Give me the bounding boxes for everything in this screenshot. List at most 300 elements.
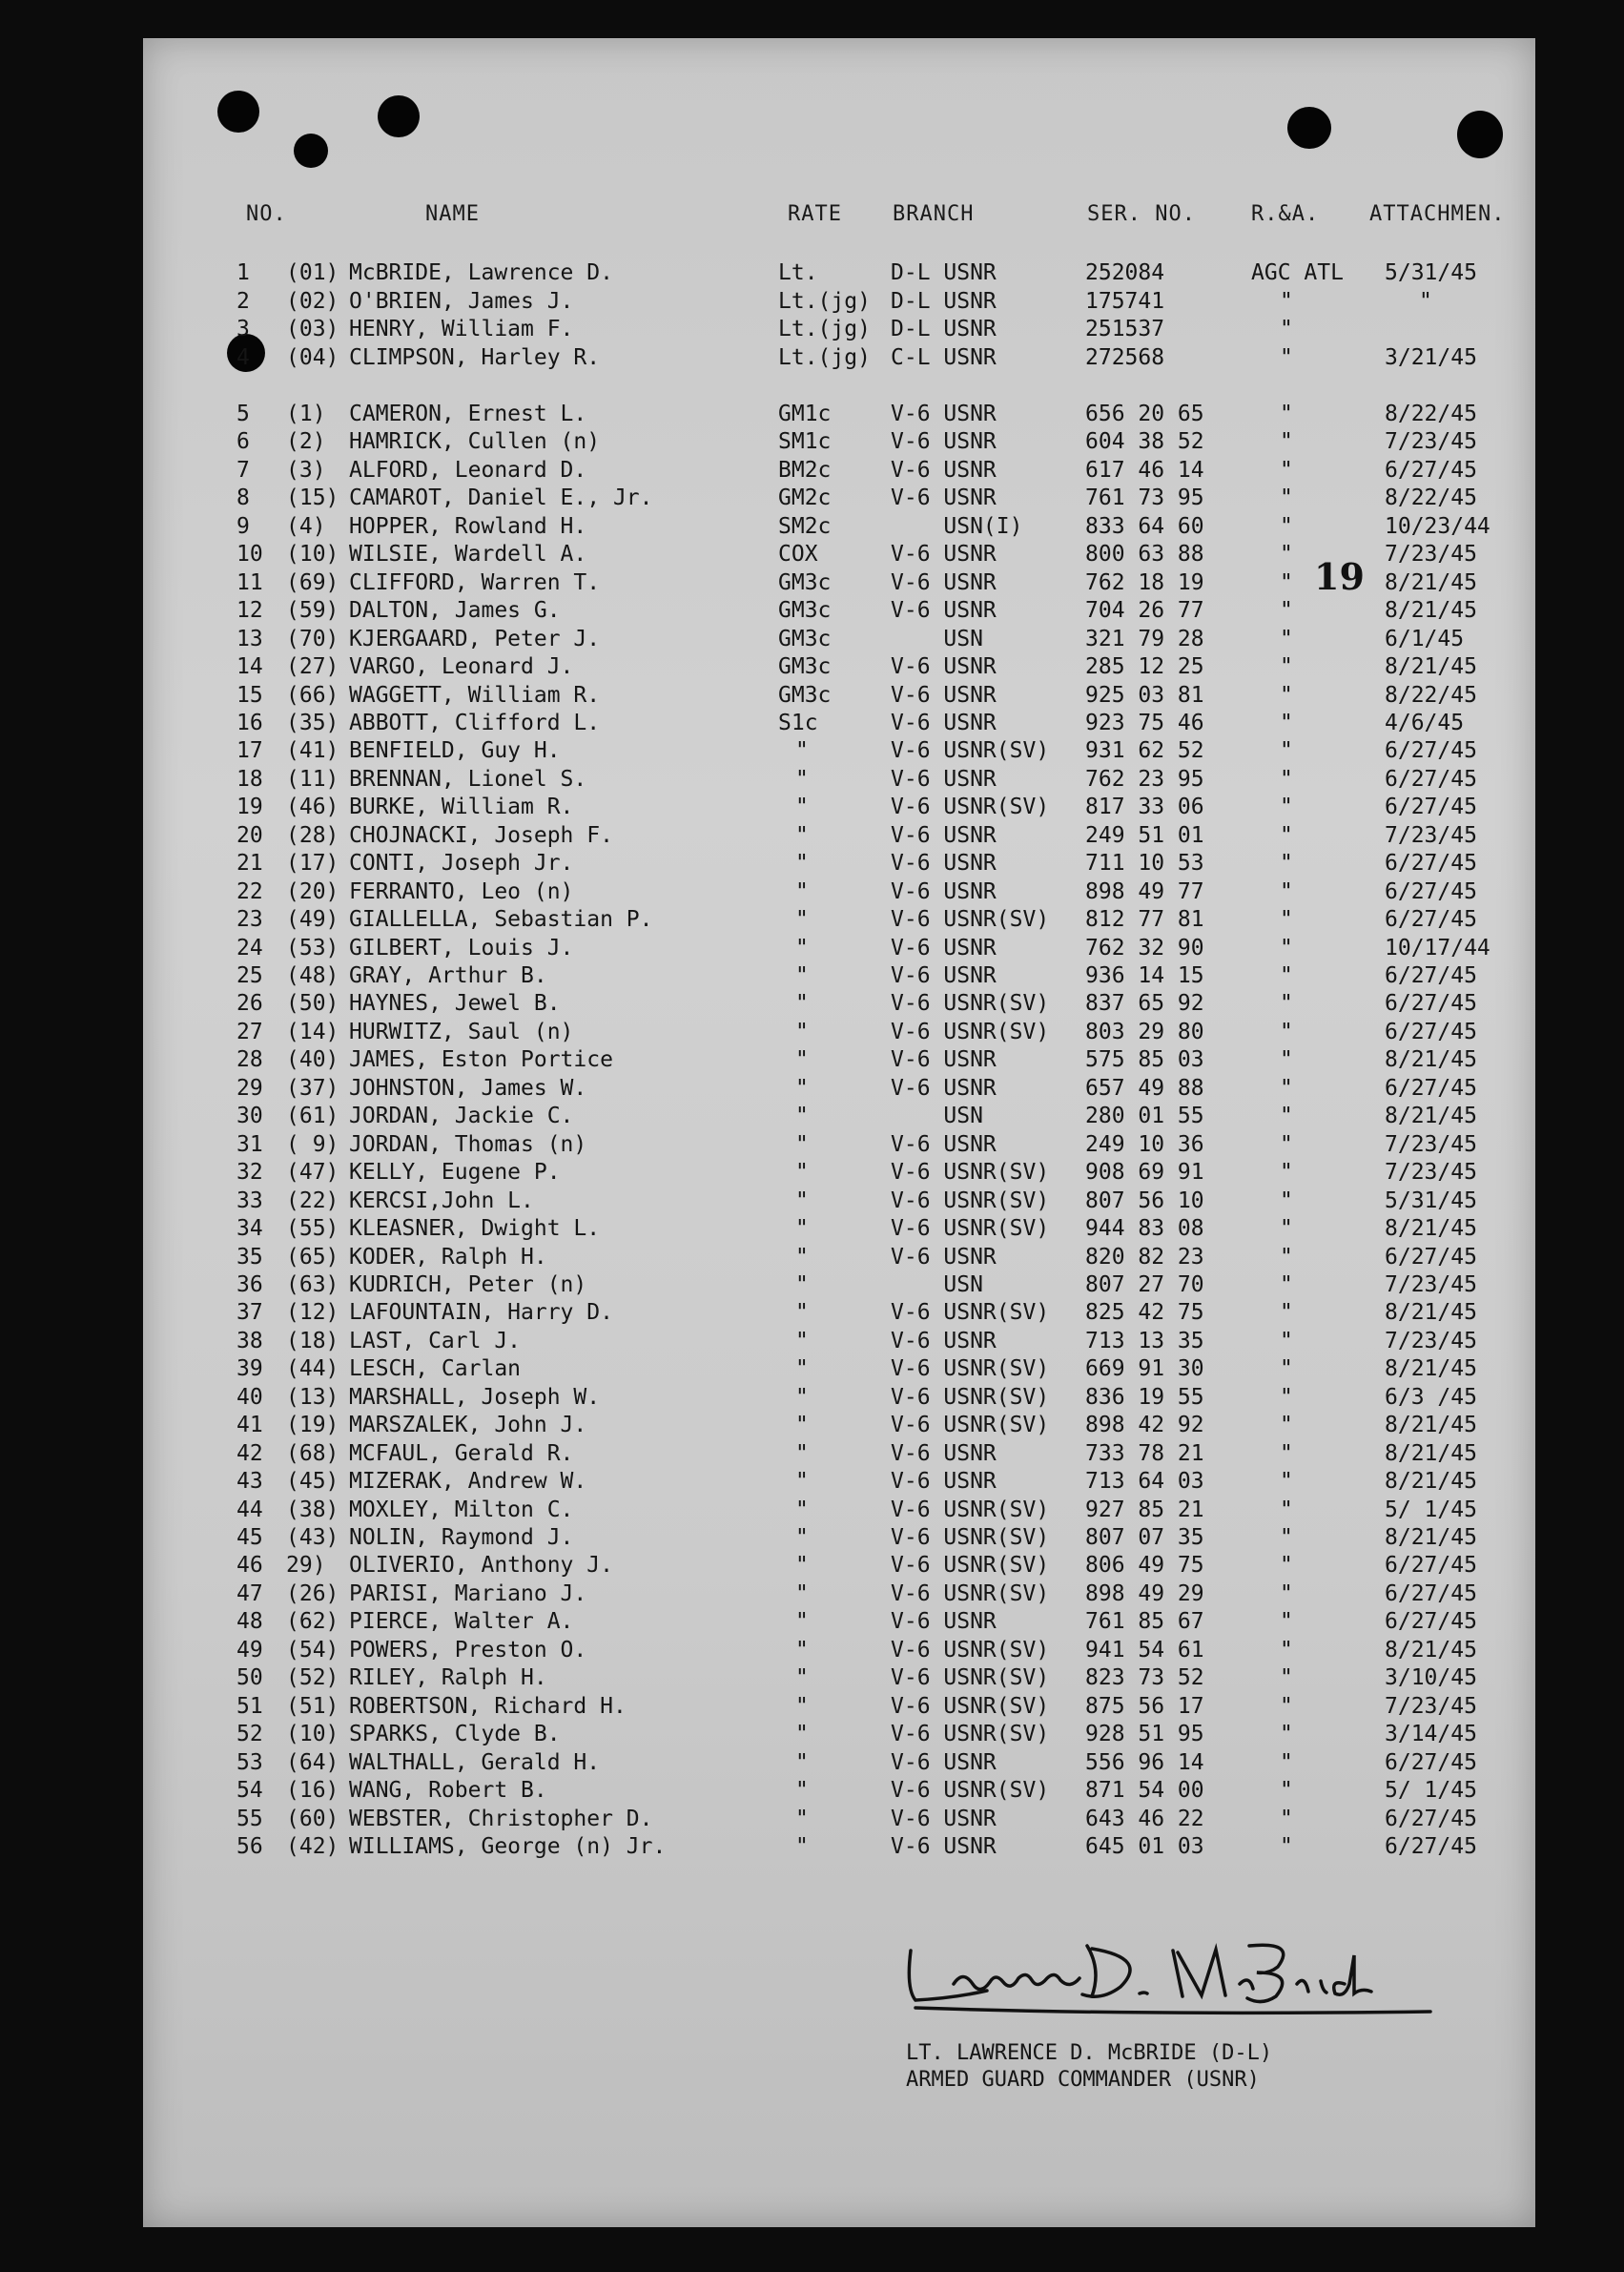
row-attachment-date: 7/23/45 [1385, 1328, 1477, 1353]
row-name: MCFAUL, Gerald R. [349, 1440, 574, 1466]
row-attachment-date: 10/17/44 [1385, 935, 1490, 960]
row-number: 17 [236, 738, 263, 764]
row-name: FERRANTO, Leo (n) [349, 878, 574, 904]
row-id: (48) [286, 963, 339, 988]
row-ra: " [1280, 1693, 1293, 1719]
row-ser-no: 645 01 03 [1085, 1833, 1204, 1859]
table-row [0, 428, 1624, 456]
table-row [0, 1637, 1624, 1664]
row-rate: " [795, 1469, 809, 1495]
row-name: POWERS, Preston O. [349, 1637, 587, 1663]
row-number: 41 [236, 1413, 263, 1438]
table-row [0, 1580, 1624, 1608]
header-name: NAME [425, 202, 480, 226]
table-row [0, 626, 1624, 653]
row-attachment-date: 6/1/45 [1385, 626, 1465, 651]
row-number: 53 [236, 1749, 263, 1775]
row-rate: " [795, 1271, 809, 1297]
row-id: (18) [286, 1328, 339, 1353]
table-row [0, 344, 1624, 372]
row-ser-no: 575 85 03 [1085, 1047, 1204, 1073]
row-number: 30 [236, 1104, 263, 1129]
row-attachment-date: 3/21/45 [1385, 344, 1477, 370]
row-branch: V-6 USNR [891, 963, 997, 988]
row-number: 2 [236, 288, 250, 314]
row-number: 24 [236, 935, 263, 960]
row-id: (04) [286, 344, 339, 370]
header-rate: RATE [788, 202, 842, 226]
row-number: 8 [236, 485, 250, 511]
row-ser-no: 733 78 21 [1085, 1440, 1204, 1466]
row-number: 42 [236, 1440, 263, 1466]
row-attachment-date: 7/23/45 [1385, 1131, 1477, 1157]
header-ser-no: SER. NO. [1087, 202, 1196, 226]
row-rate: " [795, 1525, 809, 1550]
row-rate: " [795, 1722, 809, 1747]
row-rate: " [795, 1665, 809, 1691]
row-number: 16 [236, 710, 263, 735]
row-attachment-date: 6/27/45 [1385, 795, 1477, 820]
row-id: (61) [286, 1104, 339, 1129]
row-number: 33 [236, 1188, 263, 1213]
row-name: McBRIDE, Lawrence D. [349, 260, 613, 285]
row-ra: " [1280, 1722, 1293, 1747]
row-id: (63) [286, 1271, 339, 1297]
row-rate: " [795, 1328, 809, 1353]
row-branch: V-6 USNR [891, 935, 997, 960]
row-ser-no: 871 54 00 [1085, 1778, 1204, 1804]
table-row [0, 1524, 1624, 1552]
row-branch: USN [891, 1271, 983, 1297]
table-row [0, 316, 1624, 343]
row-ra: " [1280, 1525, 1293, 1550]
header-branch: BRANCH [893, 202, 975, 226]
row-ra: " [1280, 963, 1293, 988]
row-attachment-date: 6/27/45 [1385, 1749, 1477, 1775]
row-number: 14 [236, 654, 263, 680]
row-branch: USN [891, 1104, 983, 1129]
row-rate: " [795, 1497, 809, 1522]
row-ser-no: 711 10 53 [1085, 851, 1204, 877]
row-ra: " [1280, 1637, 1293, 1663]
row-number: 22 [236, 878, 263, 904]
row-ser-no: 656 20 65 [1085, 402, 1204, 426]
row-ser-no: 272568 [1085, 344, 1165, 370]
row-branch: V-6 USNR [891, 1833, 997, 1859]
row-id: (1) [286, 402, 326, 426]
row-number: 39 [236, 1356, 263, 1382]
row-ser-no: 825 42 75 [1085, 1300, 1204, 1326]
row-ra: " [1280, 851, 1293, 877]
row-number: 18 [236, 766, 263, 792]
row-ra: " [1280, 1413, 1293, 1438]
row-number: 7 [236, 457, 250, 483]
row-name: OLIVERIO, Anthony J. [349, 1553, 613, 1579]
row-name: KODER, Ralph H. [349, 1244, 547, 1270]
row-id: (27) [286, 654, 339, 680]
row-ser-no: 833 64 60 [1085, 513, 1204, 539]
row-rate: " [795, 766, 809, 792]
row-name: HOPPER, Rowland H. [349, 513, 587, 539]
row-ra: " [1280, 1384, 1293, 1410]
row-ser-no: 927 85 21 [1085, 1497, 1204, 1522]
row-id: (46) [286, 795, 339, 820]
row-name: KLEASNER, Dwight L. [349, 1216, 601, 1242]
row-attachment-date: " [1419, 288, 1432, 314]
row-branch: V-6 USNR(SV) [891, 1553, 1050, 1579]
row-id: (28) [286, 822, 339, 848]
row-number: 36 [236, 1271, 263, 1297]
row-attachment-date: 10/23/44 [1385, 513, 1490, 539]
row-branch: V-6 USNR [891, 1440, 997, 1466]
row-name: MOXLEY, Milton C. [349, 1497, 574, 1522]
row-ser-no: 657 49 88 [1085, 1075, 1204, 1101]
row-branch: V-6 USNR(SV) [891, 1665, 1050, 1691]
row-rate: " [795, 1160, 809, 1186]
row-branch: V-6 USNR(SV) [891, 1188, 1050, 1213]
row-branch: V-6 USNR(SV) [891, 991, 1050, 1017]
row-ra: " [1280, 878, 1293, 904]
row-ra: " [1280, 1216, 1293, 1242]
row-attachment-date: 5/31/45 [1385, 1188, 1477, 1213]
row-ra: " [1280, 654, 1293, 680]
row-rate: " [795, 851, 809, 877]
row-name: GIALLELLA, Sebastian P. [349, 907, 653, 933]
row-id: (50) [286, 991, 339, 1017]
row-number: 56 [236, 1833, 263, 1859]
row-rate: " [795, 1188, 809, 1213]
row-branch: V-6 USNR(SV) [891, 738, 1050, 764]
row-rate: " [795, 1609, 809, 1635]
row-id: (14) [286, 1019, 339, 1044]
row-branch: V-6 USNR [891, 569, 997, 595]
row-attachment-date: 8/21/45 [1385, 1356, 1477, 1382]
row-number: 12 [236, 598, 263, 624]
row-branch: V-6 USNR(SV) [891, 795, 1050, 820]
row-id: (70) [286, 626, 339, 651]
row-ra: " [1280, 1328, 1293, 1353]
row-ra: " [1280, 1806, 1293, 1831]
row-ra: " [1280, 795, 1293, 820]
row-attachment-date: 6/27/45 [1385, 1833, 1477, 1859]
table-row [0, 962, 1624, 990]
row-branch: V-6 USNR(SV) [891, 1216, 1050, 1242]
row-name: BRENNAN, Lionel S. [349, 766, 587, 792]
row-rate: " [795, 1075, 809, 1101]
row-number: 34 [236, 1216, 263, 1242]
row-rate: " [795, 1216, 809, 1242]
table-row [0, 1777, 1624, 1805]
row-name: WEBSTER, Christopher D. [349, 1806, 653, 1831]
row-rate: " [795, 878, 809, 904]
row-name: JAMES, Eston Portice [349, 1047, 613, 1073]
row-number: 44 [236, 1497, 263, 1522]
row-name: KJERGAARD, Peter J. [349, 626, 601, 651]
row-ra: " [1280, 738, 1293, 764]
table-row [0, 1497, 1624, 1524]
row-id: (11) [286, 766, 339, 792]
row-number: 23 [236, 907, 263, 933]
table-row [0, 1412, 1624, 1439]
row-attachment-date: 6/27/45 [1385, 1075, 1477, 1101]
row-number: 9 [236, 513, 250, 539]
row-id: (41) [286, 738, 339, 764]
punch-hole [217, 91, 259, 133]
row-ser-no: 875 56 17 [1085, 1693, 1204, 1719]
row-rate: " [795, 907, 809, 933]
row-name: BURKE, William R. [349, 795, 574, 820]
row-name: ALFORD, Leonard D. [349, 457, 587, 483]
row-attachment-date: 7/23/45 [1385, 429, 1477, 455]
row-rate: " [795, 1440, 809, 1466]
row-name: CAMERON, Ernest L. [349, 402, 587, 426]
row-ra: " [1280, 1440, 1293, 1466]
row-ser-no: 836 19 55 [1085, 1384, 1204, 1410]
row-name: LAFOUNTAIN, Harry D. [349, 1300, 613, 1326]
row-id: (17) [286, 851, 339, 877]
row-branch: V-6 USNR [891, 654, 997, 680]
row-branch: V-6 USNR [891, 710, 997, 735]
row-rate: " [795, 1553, 809, 1579]
row-attachment-date: 8/21/45 [1385, 1440, 1477, 1466]
row-number: 49 [236, 1637, 263, 1663]
header-attachment: ATTACHMEN. [1369, 202, 1506, 226]
row-ser-no: 280 01 55 [1085, 1104, 1204, 1129]
signature-name: LT. LAWRENCE D. McBRIDE (D-L) [906, 2041, 1273, 2065]
row-ser-no: 837 65 92 [1085, 991, 1204, 1017]
row-attachment-date: 8/21/45 [1385, 1413, 1477, 1438]
row-rate: SM2c [778, 513, 832, 539]
row-id: (40) [286, 1047, 339, 1073]
row-ra: " [1280, 344, 1293, 370]
row-number: 32 [236, 1160, 263, 1186]
row-rate: " [795, 1413, 809, 1438]
row-branch: V-6 USNR(SV) [891, 1580, 1050, 1606]
row-ra: " [1280, 682, 1293, 708]
table-row [0, 485, 1624, 512]
row-ser-no: 898 49 77 [1085, 878, 1204, 904]
row-ser-no: 823 73 52 [1085, 1665, 1204, 1691]
row-attachment-date: 8/21/45 [1385, 1300, 1477, 1326]
row-branch: V-6 USNR [891, 822, 997, 848]
row-attachment-date: 8/21/45 [1385, 1637, 1477, 1663]
row-number: 35 [236, 1244, 263, 1270]
row-ser-no: 556 96 14 [1085, 1749, 1204, 1775]
page-number: 19 [1314, 555, 1365, 598]
row-branch: V-6 USNR [891, 1131, 997, 1157]
row-attachment-date: 7/23/45 [1385, 1271, 1477, 1297]
row-name: RILEY, Ralph H. [349, 1665, 547, 1691]
table-row [0, 710, 1624, 737]
table-row [0, 1103, 1624, 1130]
row-rate: " [795, 738, 809, 764]
row-attachment-date: 8/21/45 [1385, 654, 1477, 680]
row-id: (35) [286, 710, 339, 735]
table-row [0, 1299, 1624, 1327]
row-number: 48 [236, 1609, 263, 1635]
row-ser-no: 807 27 70 [1085, 1271, 1204, 1297]
row-name: LAST, Carl J. [349, 1328, 522, 1353]
row-ser-no: 817 33 06 [1085, 795, 1204, 820]
row-rate: " [795, 1693, 809, 1719]
table-row [0, 1355, 1624, 1383]
row-number: 52 [236, 1722, 263, 1747]
row-attachment-date: 6/27/45 [1385, 766, 1477, 792]
table-row [0, 1019, 1624, 1046]
table-row [0, 1693, 1624, 1721]
row-attachment-date: 8/21/45 [1385, 1047, 1477, 1073]
table-row [0, 850, 1624, 878]
row-attachment-date: 8/21/45 [1385, 598, 1477, 624]
row-attachment-date: 8/21/45 [1385, 569, 1477, 595]
row-branch: V-6 USNR [891, 1328, 997, 1353]
row-attachment-date: 8/22/45 [1385, 485, 1477, 511]
row-rate: " [795, 963, 809, 988]
row-rate: " [795, 822, 809, 848]
row-ra: " [1280, 402, 1293, 426]
row-attachment-date: 6/27/45 [1385, 1806, 1477, 1831]
row-id: (60) [286, 1806, 339, 1831]
row-ser-no: 252084 [1085, 260, 1165, 285]
row-id: (26) [286, 1580, 339, 1606]
row-id: (01) [286, 260, 339, 285]
row-number: 37 [236, 1300, 263, 1326]
row-attachment-date: 6/27/45 [1385, 907, 1477, 933]
row-branch: D-L USNR [891, 260, 997, 285]
row-rate: COX [778, 542, 818, 568]
row-attachment-date: 8/21/45 [1385, 1104, 1477, 1129]
table-row [0, 1328, 1624, 1355]
row-number: 6 [236, 429, 250, 455]
row-id: (22) [286, 1188, 339, 1213]
row-name: O'BRIEN, James J. [349, 288, 574, 314]
punch-hole [294, 134, 328, 168]
row-ser-no: 617 46 14 [1085, 457, 1204, 483]
table-row [0, 457, 1624, 485]
table-row [0, 1075, 1624, 1103]
table-row [0, 1552, 1624, 1580]
row-rate: " [795, 1300, 809, 1326]
row-id: (47) [286, 1160, 339, 1186]
row-attachment-date: 8/21/45 [1385, 1525, 1477, 1550]
row-rate: GM3c [778, 654, 832, 680]
row-id: (43) [286, 1525, 339, 1550]
row-ser-no: 936 14 15 [1085, 963, 1204, 988]
row-rate: Lt.(jg) [778, 317, 871, 341]
row-branch: USN(I) [891, 513, 1023, 539]
row-number: 28 [236, 1047, 263, 1073]
row-id: (65) [286, 1244, 339, 1270]
row-rate: GM3c [778, 682, 832, 708]
table-row [0, 1271, 1624, 1299]
table-row [0, 822, 1624, 850]
row-name: KUDRICH, Peter (n) [349, 1271, 587, 1297]
row-ra: " [1280, 1553, 1293, 1579]
row-ra: " [1280, 1356, 1293, 1382]
table-row [0, 1721, 1624, 1748]
row-ser-no: 761 85 67 [1085, 1609, 1204, 1635]
row-ser-no: 923 75 46 [1085, 710, 1204, 735]
row-attachment-date: 6/27/45 [1385, 1609, 1477, 1635]
row-name: CONTI, Joseph Jr. [349, 851, 574, 877]
row-ra: " [1280, 1300, 1293, 1326]
row-attachment-date: 5/31/45 [1385, 260, 1477, 285]
row-id: (03) [286, 317, 339, 341]
row-number: 40 [236, 1384, 263, 1410]
row-id: (52) [286, 1665, 339, 1691]
row-ra: AGC ATL [1251, 260, 1344, 285]
signature-handwritten [896, 1931, 1440, 2017]
table-row [0, 737, 1624, 765]
row-name: JORDAN, Thomas (n) [349, 1131, 587, 1157]
row-branch: V-6 USNR(SV) [891, 1497, 1050, 1522]
row-branch: C-L USNR [891, 344, 997, 370]
row-id: (49) [286, 907, 339, 933]
table-row [0, 766, 1624, 794]
row-number: 55 [236, 1806, 263, 1831]
row-attachment-date: 8/21/45 [1385, 1469, 1477, 1495]
table-row [0, 401, 1624, 428]
row-branch: V-6 USNR(SV) [891, 907, 1050, 933]
table-row [0, 1244, 1624, 1271]
table-row [0, 1749, 1624, 1777]
row-branch: V-6 USNR(SV) [891, 1356, 1050, 1382]
row-attachment-date: 6/27/45 [1385, 1553, 1477, 1579]
table-row [0, 682, 1624, 710]
row-rate: GM3c [778, 598, 832, 624]
row-name: SPARKS, Clyde B. [349, 1722, 561, 1747]
row-attachment-date: 8/22/45 [1385, 682, 1477, 708]
row-id: (20) [286, 878, 339, 904]
row-rate: GM3c [778, 626, 832, 651]
row-rate: GM3c [778, 569, 832, 595]
row-name: MIZERAK, Andrew W. [349, 1469, 587, 1495]
row-id: (38) [286, 1497, 339, 1522]
row-name: WILSIE, Wardell A. [349, 542, 587, 568]
row-branch: V-6 USNR [891, 766, 997, 792]
row-number: 11 [236, 569, 263, 595]
row-attachment-date: 6/3 /45 [1385, 1384, 1477, 1410]
row-id: (37) [286, 1075, 339, 1101]
row-branch: V-6 USNR(SV) [891, 1525, 1050, 1550]
row-ra: " [1280, 1131, 1293, 1157]
row-id: (12) [286, 1300, 339, 1326]
row-rate: " [795, 991, 809, 1017]
row-name: HAMRICK, Cullen (n) [349, 429, 601, 455]
row-id: (62) [286, 1609, 339, 1635]
table-row [0, 1664, 1624, 1692]
row-number: 4 [236, 344, 250, 370]
row-id: (42) [286, 1833, 339, 1859]
row-branch: V-6 USNR [891, 485, 997, 511]
row-ser-no: 925 03 81 [1085, 682, 1204, 708]
row-ra: " [1280, 1665, 1293, 1691]
row-ser-no: 931 62 52 [1085, 738, 1204, 764]
row-name: CHOJNACKI, Joseph F. [349, 822, 613, 848]
row-number: 38 [236, 1328, 263, 1353]
row-rate: S1c [778, 710, 818, 735]
row-rate: " [795, 1356, 809, 1382]
row-number: 46 [236, 1553, 263, 1579]
row-ra: " [1280, 907, 1293, 933]
row-id: (69) [286, 569, 339, 595]
row-name: HAYNES, Jewel B. [349, 991, 561, 1017]
row-id: (15) [286, 485, 339, 511]
row-rate: " [795, 1778, 809, 1804]
table-row [0, 1833, 1624, 1861]
row-number: 25 [236, 963, 263, 988]
row-name: JORDAN, Jackie C. [349, 1104, 574, 1129]
